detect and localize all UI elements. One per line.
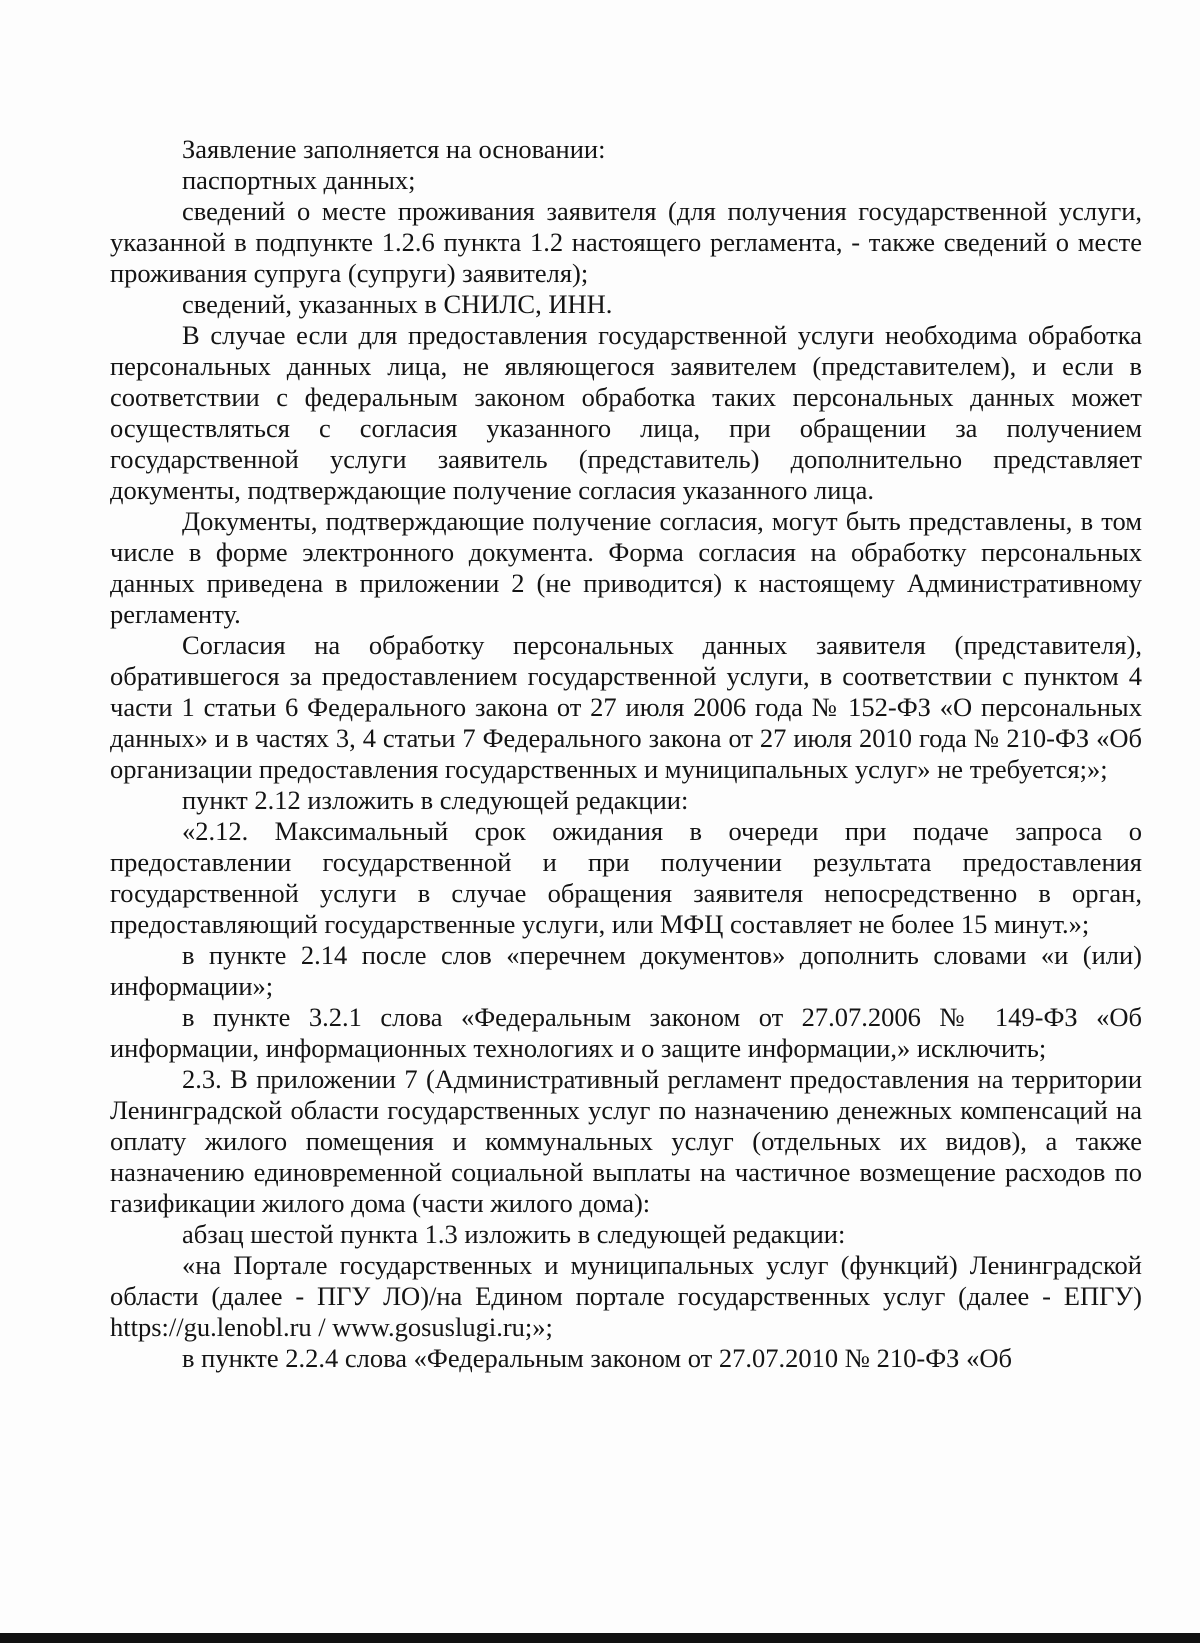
paragraph: в пункте 2.2.4 слова «Федеральным законом от 27.07.2010 № 210-ФЗ «Об — [182, 1343, 1012, 1373]
document-body — [110, 134, 1142, 1374]
paragraph: в пункте 2.14 после слов «перечнем документов» дополнить словами «и (или) информации»; — [110, 940, 1142, 1001]
paragraph: сведений о месте проживания заявителя (для получения государственной услуги, указанной в подпункте 1.2.6 пункта 1.2 настоящего регламента, - также сведений о месте проживания супруга (супруги) заявителя); — [110, 196, 1142, 288]
paragraph: «2.12. Максимальный срок ожидания в очереди при подаче запроса о предоставлении государственной и при получении результата предоставления государственной услуги в случае обращения заявителя непосредственно в орган, предоставляющий государственные услуги, или МФЦ составляет не более 15 минут.»; — [110, 816, 1142, 939]
paragraph: абзац шестой пункта 1.3 изложить в следующей редакции: — [182, 1219, 846, 1249]
paragraph: 2.3. В приложении 7 (Административный регламент предоставления на территории Ленинградской области государственных услуг по назначению денежных компенсаций на оплату жилого помещения и коммунальных услуг (отдельных их видов), а также назначению единовременной социальной выплаты на частичное возмещение расходов по газификации жилого дома (части жилого дома): — [110, 1064, 1142, 1218]
paragraph: Согласия на обработку персональных данных заявителя (представителя), обратившегося за предоставлением государственной услуги, в соответствии с пунктом 4 части 1 статьи 6 Федерального закона от 27 июля 2006 года № 152-ФЗ «О персональных данных» и в частях 3, 4 статьи 7 Федерального закона от 27 июля 2010 года № 210-ФЗ «Об организации предоставления государственных и муниципальных услуг» не требуется;»; — [110, 630, 1142, 784]
paragraph: В случае если для предоставления государственной услуги необходима обработка персональных данных лица, не являющегося заявителем (представителем), и если в соответствии с федеральным законом обработка таких персональных данных может осуществляться с согласия указанного лица, при обращении за получением государственной услуги заявитель (представитель) дополнительно представляет документы, подтверждающие получение согласия указанного лица. — [110, 320, 1142, 505]
paragraph: сведений, указанных в СНИЛС, ИНН. — [182, 289, 613, 319]
paragraph: «на Портале государственных и муниципальных услуг (функций) Ленинградской области (далее - ПГУ ЛО)/на Едином портале государственных услуг (далее - ЕПГУ) https://gu.lenobl.ru / www.gosuslugi.ru;»; — [110, 1250, 1142, 1342]
paragraph: в пункте 3.2.1 слова «Федеральным законом от 27.07.2006 № 149-ФЗ «Об информации, информационных технологиях и о защите информации,» исключить; — [110, 1002, 1142, 1063]
paragraph: паспортных данных; — [182, 165, 416, 195]
paragraph: пункт 2.12 изложить в следующей редакции: — [182, 785, 689, 815]
paragraph: Заявление заполняется на основании: — [182, 134, 606, 164]
paragraph: Документы, подтверждающие получение согласия, могут быть представлены, в том числе в форме электронного документа. Форма согласия на обработку персональных данных приведена в приложении 2 (не приводится) к настоящему Административному регламенту. — [110, 506, 1142, 629]
scan-edge-bar — [0, 1633, 1200, 1643]
